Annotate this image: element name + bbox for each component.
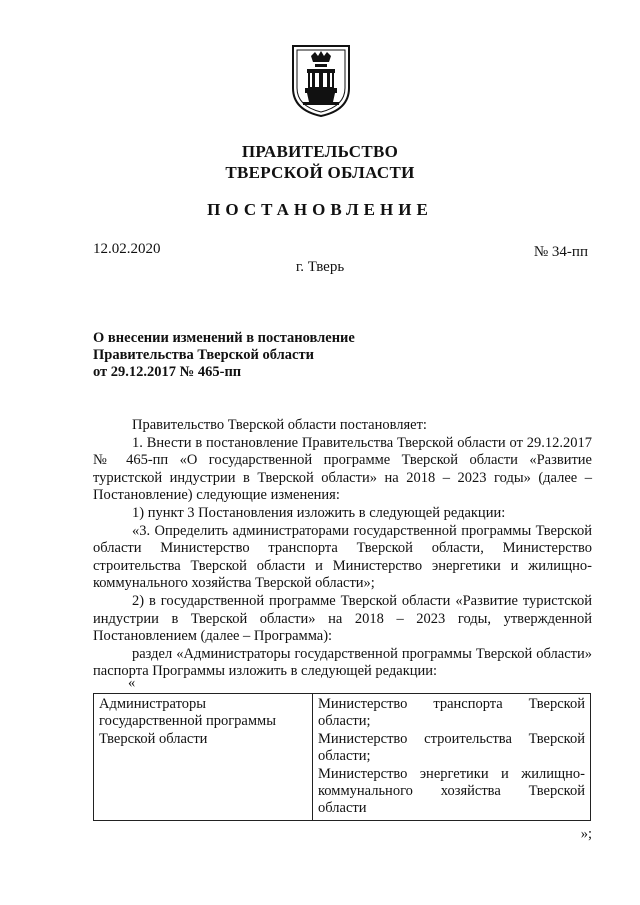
subject-line1: О внесении изменений в постановление <box>93 330 355 346</box>
coat-of-arms-icon <box>289 42 353 118</box>
ministry-construction: Министерство строительства Тверской области; <box>318 730 585 765</box>
government-title-line2: ТВЕРСКОЙ ОБЛАСТИ <box>225 163 415 182</box>
ministry-energy: Министерство энергетики и жилищно-коммунального хозяйства Тверской области <box>318 765 585 817</box>
document-number: № 34-пп <box>533 244 588 260</box>
document-city: г. Тверь <box>295 259 345 275</box>
body-paragraph-4: «3. Определить администраторами государственной программы Тверской области Министерство транспорта Тверской области, Министерство строительства Тверской области и Министерство энергетики и жилищно-коммунального хозяйства Тверской области»; <box>93 522 592 592</box>
government-title-line1: ПРАВИТЕЛЬСТВО <box>241 142 399 161</box>
subject-line2: Правительства Тверской области <box>93 347 314 363</box>
body-paragraph-2: 1. Внести в постановление Правительства Тверской области от 29.12.2017 № 465-пп «О государственной программе Тверской области «Развитие туристской индустрии в Тверской области» на 2018 – 2023 годы» (далее – Постановление) следующие изменения: <box>93 434 592 504</box>
document-body <box>93 417 592 681</box>
table-cell-values <box>313 694 591 821</box>
table-row <box>94 694 591 821</box>
quote-open-mark: « <box>128 675 136 691</box>
ministry-transport: Министерство транспорта Тверской области; <box>318 696 585 730</box>
document-subject <box>93 330 355 381</box>
body-paragraph-5: 2) в государственной программе Тверской области «Развитие туристской индустрии в Тверской области» на 2018 – 2023 годы, утвержденной Постановлением (далее – Программа): <box>93 592 592 645</box>
table-cell-label: Администраторы государственной программы Тверской области <box>94 694 313 821</box>
body-paragraph-6: раздел «Администраторы государственной программы Тверской области» паспорта Программы изложить в следующей редакции: <box>93 645 592 680</box>
administrators-table <box>93 693 591 821</box>
subject-line3: от 29.12.2017 № 465-пп <box>93 364 242 380</box>
quote-close-mark: »; <box>580 826 592 842</box>
body-paragraph-1: Правительство Тверской области постановляет: <box>132 417 427 433</box>
document-type: ПОСТАНОВЛЕНИЕ <box>207 200 433 219</box>
document-date: 12.02.2020 <box>93 241 161 257</box>
body-paragraph-3: 1) пункт 3 Постановления изложить в следующей редакции: <box>132 504 506 521</box>
